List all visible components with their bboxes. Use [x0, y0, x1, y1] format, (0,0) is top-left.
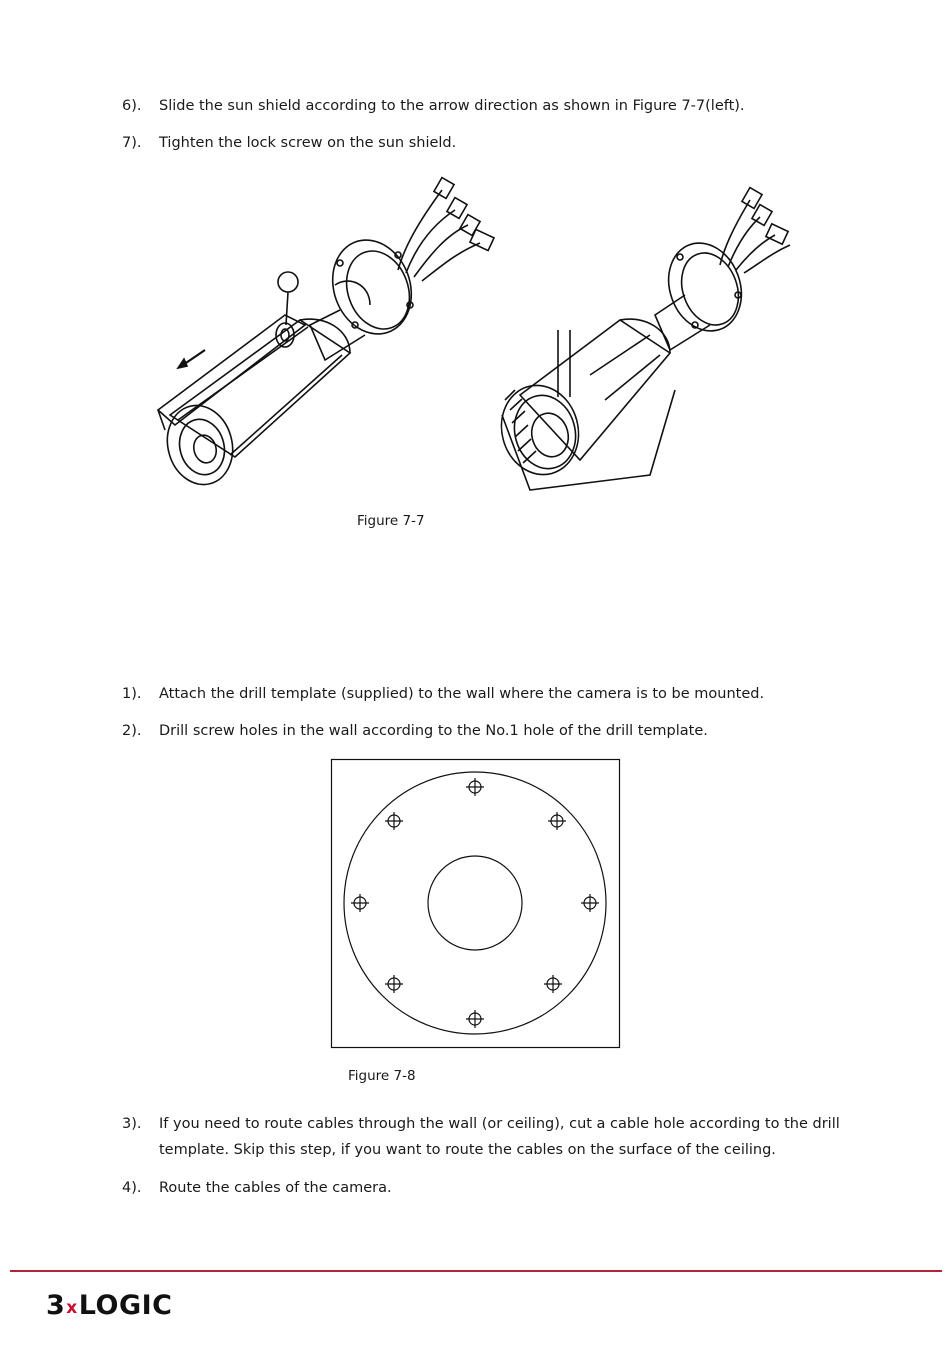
logo-part: 3	[46, 1290, 66, 1321]
screw-hole-icon	[466, 778, 484, 796]
screw-hole-icon	[385, 812, 403, 830]
figure-7-8-caption: Figure 7-8	[348, 1068, 416, 1084]
step-1	[122, 681, 842, 707]
step-3	[122, 1111, 842, 1163]
step-6	[122, 93, 842, 119]
camera-right-drawing	[492, 188, 790, 490]
step-text: If you need to route cables through the wall (or ceiling), cut a cable hole according to the drill template. Skip this step, if you want to route the cables on the surface of the ceiling.	[159, 1116, 840, 1158]
screw-hole-icon	[466, 1010, 484, 1028]
screw-hole-markers	[351, 778, 599, 1028]
step-2	[122, 718, 842, 744]
drill-template-diagram	[331, 759, 620, 1048]
screw-hole-icon	[351, 894, 369, 912]
step-text: Attach the drill template (supplied) to the wall where the camera is to be mounted.	[159, 686, 765, 702]
screw-hole-icon	[548, 812, 566, 830]
step-4	[122, 1175, 842, 1201]
step-text: Tighten the lock screw on the sun shield.	[159, 135, 457, 151]
step-number: 2).	[122, 723, 142, 739]
step-number: 6).	[122, 98, 142, 114]
footer-divider	[10, 1270, 942, 1272]
step-7	[122, 130, 842, 156]
template-cable-hole	[428, 856, 522, 950]
template-border	[332, 760, 620, 1048]
brand-logo	[46, 1290, 172, 1321]
step-number: 1).	[122, 686, 142, 702]
camera-left-drawing	[158, 178, 494, 492]
step-text: Route the cables of the camera.	[159, 1180, 392, 1196]
step-number: 3).	[122, 1116, 142, 1132]
screw-hole-icon	[581, 894, 599, 912]
step-number: 4).	[122, 1180, 142, 1196]
step-number: 7).	[122, 135, 142, 151]
template-outer-circle	[344, 772, 606, 1034]
screw-hole-icon	[385, 975, 403, 993]
logo-x-mark: x	[66, 1298, 78, 1318]
step-text: Drill screw holes in the wall according to the No.1 hole of the drill template.	[159, 723, 708, 739]
figure-7-7-illustration	[150, 175, 810, 505]
logo-part: LOGIC	[78, 1290, 173, 1321]
figure-7-7-caption: Figure 7-7	[357, 513, 425, 529]
step-text: Slide the sun shield according to the arrow direction as shown in Figure 7-7(left).	[159, 98, 745, 114]
screw-hole-icon	[544, 975, 562, 993]
